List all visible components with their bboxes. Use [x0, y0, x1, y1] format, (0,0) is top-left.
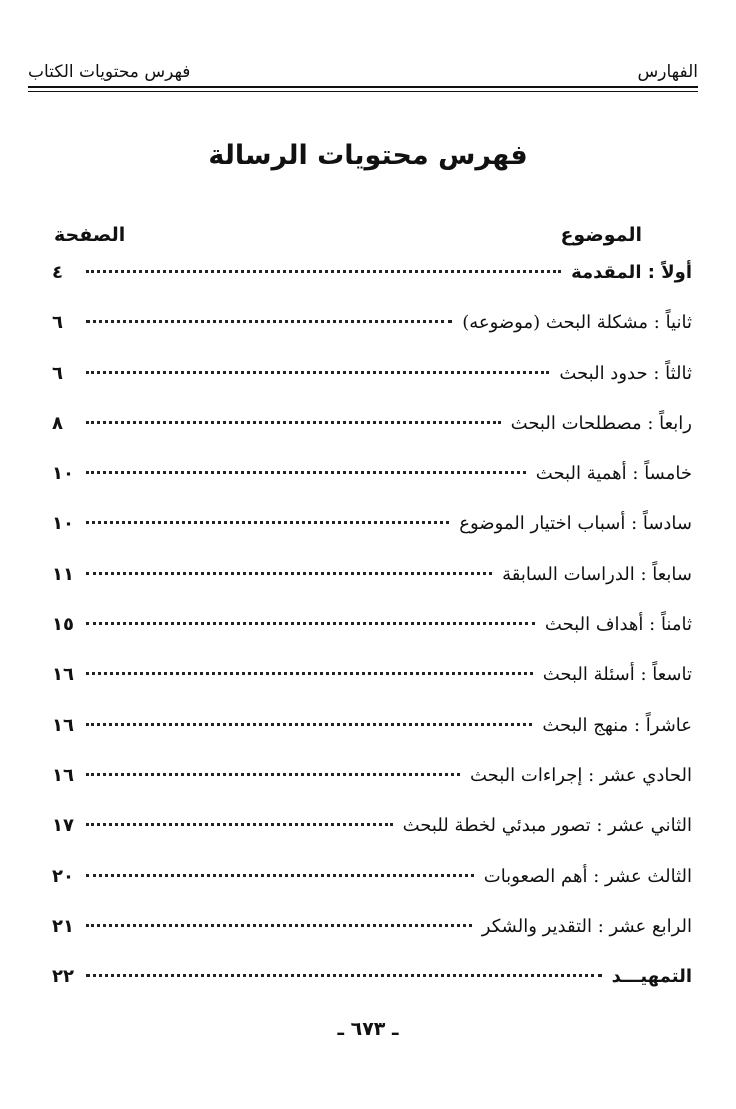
toc-entry-topic: حدود البحث — [559, 362, 654, 384]
toc-page-number: ١٦ — [52, 664, 74, 686]
toc-entry-label: تاسعاً : — [640, 664, 692, 686]
running-header — [28, 54, 698, 88]
toc-entry — [612, 966, 692, 987]
dot-leader — [86, 521, 449, 524]
dot-leader — [86, 572, 492, 575]
toc-entry-label: أولاً : — [647, 262, 692, 283]
toc-page-number: ١٧ — [52, 815, 74, 837]
toc-entry-topic: أهمية البحث — [535, 463, 633, 485]
dot-leader — [86, 823, 393, 826]
toc-entry-topic: تصور مبدئي لخطة للبحث — [402, 815, 597, 837]
dot-leader — [86, 672, 533, 675]
toc-entry-label: خامساً : — [632, 463, 692, 485]
toc-entry-topic: المقدمة — [571, 262, 648, 283]
dot-leader — [86, 421, 501, 424]
toc-entry-label: الرابع عشر : — [597, 915, 692, 937]
toc-entry-label: الثالث عشر : — [593, 865, 692, 887]
toc-entry-topic: الدراسات السابقة — [502, 563, 641, 585]
toc-entry-label: التمهيـــد — [611, 966, 692, 988]
toc-page-number: ١٦ — [52, 714, 74, 736]
toc-entry-label: الثاني عشر : — [596, 815, 692, 837]
toc-row — [52, 916, 692, 966]
toc-page-number: ٦ — [52, 362, 63, 384]
toc-entry-label: ثالثاً : — [653, 362, 692, 384]
toc-page-number: ٤ — [52, 262, 63, 283]
table-of-contents — [52, 262, 692, 1016]
dot-leader — [86, 773, 460, 776]
toc-row — [52, 312, 692, 362]
toc-entry — [536, 463, 692, 484]
toc-entry-label: سابعاً : — [640, 563, 692, 585]
page-column-header: الصفحة — [54, 224, 126, 246]
toc-entry-topic: إجراءات البحث — [469, 764, 589, 786]
toc-entry-label: الحادي عشر : — [588, 764, 692, 786]
header-section-name: الفهارس — [637, 62, 698, 82]
toc-entry — [470, 765, 692, 786]
toc-row — [52, 815, 692, 865]
toc-entry — [462, 312, 692, 333]
toc-row — [52, 262, 692, 312]
toc-page-number: ١١ — [52, 563, 74, 585]
toc-entry — [571, 262, 692, 283]
toc-row — [52, 463, 692, 513]
toc-entry — [484, 866, 692, 887]
toc-row — [52, 564, 692, 614]
toc-entry — [482, 916, 692, 937]
toc-row — [52, 413, 692, 463]
toc-entry-topic: التقدير والشكر — [481, 915, 598, 937]
page-number-footer: ـ ٦٧٣ ـ — [337, 1018, 399, 1040]
toc-entry-label: ثامناً : — [649, 614, 692, 636]
toc-entry-topic: أهداف البحث — [544, 614, 650, 636]
toc-entry-label: سادساً : — [631, 513, 692, 535]
toc-page-number: ٨ — [52, 412, 63, 434]
toc-entry-topic: أسباب اختيار الموضوع — [459, 513, 632, 535]
toc-entry-label: رابعاً : — [647, 412, 692, 434]
toc-entry — [502, 564, 692, 585]
toc-row — [52, 513, 692, 563]
toc-entry-label: عاشراً : — [633, 714, 692, 736]
page-title: فهرس محتويات الرسالة — [208, 140, 528, 171]
header-rule — [28, 86, 698, 88]
toc-entry — [545, 614, 692, 635]
toc-entry-topic: مشكلة البحث (موضوعه) — [462, 312, 654, 334]
toc-entry-label: ثانياً : — [653, 312, 692, 334]
toc-page-number: ٢٢ — [52, 966, 74, 988]
dot-leader — [86, 622, 535, 625]
toc-entry-topic: أهم الصعوبات — [483, 865, 594, 887]
header-rule-thin — [28, 91, 698, 92]
toc-row — [52, 363, 692, 413]
toc-entry — [559, 363, 692, 384]
toc-row — [52, 664, 692, 714]
dot-leader — [86, 320, 452, 323]
toc-page-number: ٢٠ — [52, 865, 74, 887]
dot-leader — [86, 471, 526, 474]
toc-entry — [511, 413, 692, 434]
header-chapter-name: فهرس محتويات الكتاب — [28, 62, 191, 82]
toc-page-number: ١٦ — [52, 764, 74, 786]
dot-leader — [86, 874, 474, 877]
toc-page-number: ١٠ — [52, 513, 74, 535]
toc-page-number: ٦ — [52, 312, 63, 334]
topic-column-header: الموضوع — [560, 224, 642, 246]
toc-row — [52, 765, 692, 815]
dot-leader — [86, 270, 561, 273]
toc-entry — [542, 715, 692, 736]
toc-entry — [403, 815, 692, 836]
toc-entry — [543, 664, 692, 685]
dot-leader — [86, 924, 472, 927]
toc-entry-topic: أسئلة البحث — [542, 664, 641, 686]
dot-leader — [86, 974, 602, 977]
dot-leader — [86, 723, 532, 726]
dot-leader — [86, 371, 549, 374]
toc-page-number: ١٥ — [52, 614, 74, 636]
toc-entry-topic: مصطلحات البحث — [510, 412, 648, 434]
toc-row — [52, 715, 692, 765]
toc-page-number: ٢١ — [52, 915, 74, 937]
toc-entry-topic: منهج البحث — [542, 714, 634, 736]
toc-row — [52, 866, 692, 916]
toc-row — [52, 966, 692, 1016]
toc-row — [52, 614, 692, 664]
toc-entry — [459, 513, 692, 534]
toc-page-number: ١٠ — [52, 463, 74, 485]
